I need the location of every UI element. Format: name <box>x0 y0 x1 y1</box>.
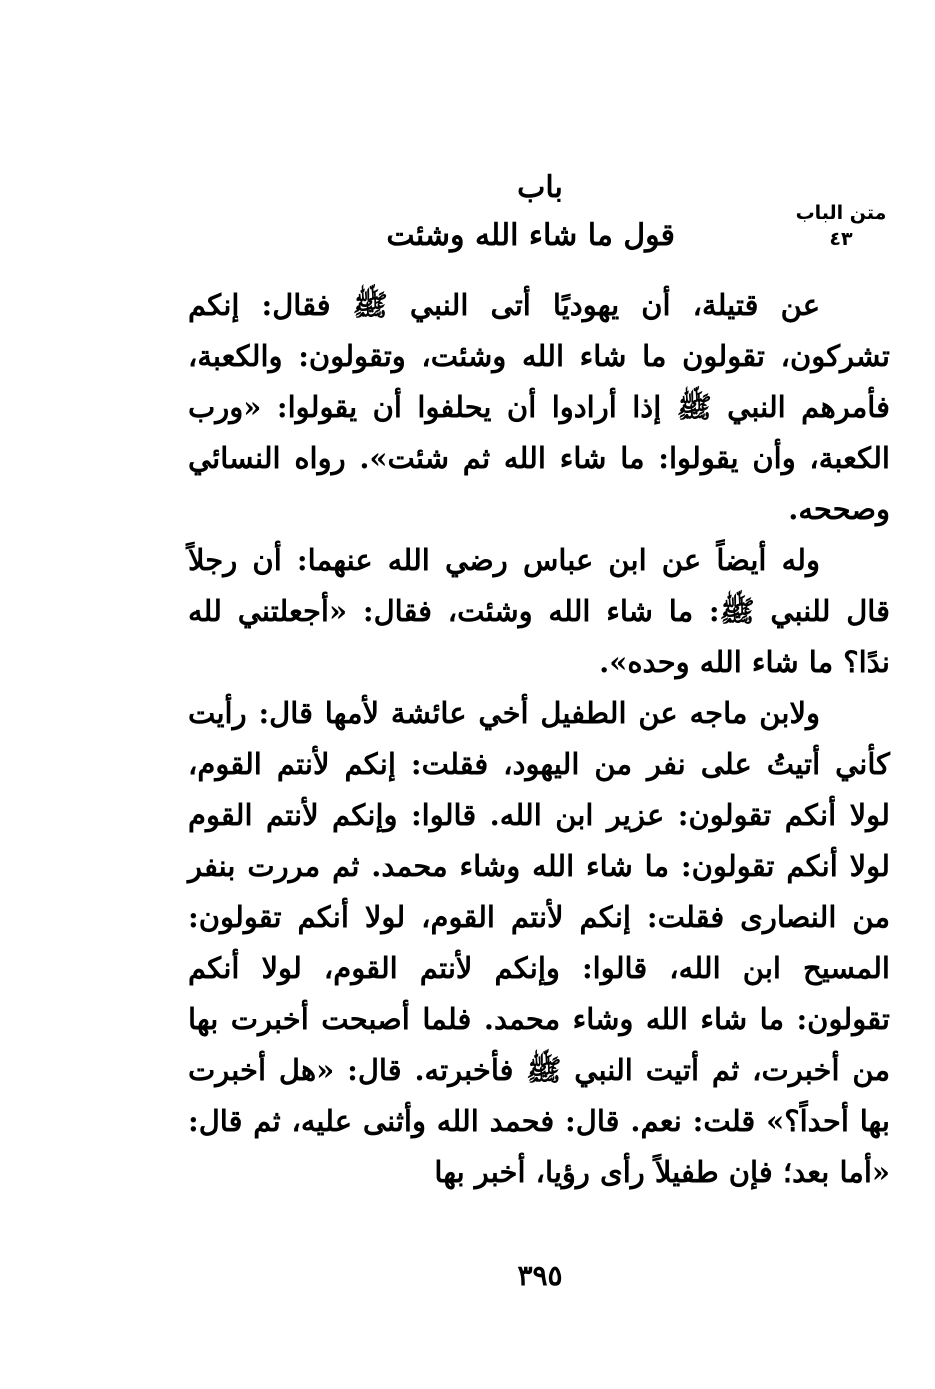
body-text <box>188 280 890 1198</box>
page-number: ٣٩٥ <box>517 1259 563 1292</box>
paragraph: ولابن ماجه عن الطفيل أخي عائشة لأمها قال: رأيت كأني أتيتُ على نفر من اليهود، فقلت: إنكم لأنتم القوم، لولا أنكم تقولون: عزير ابن الله. قالوا: وإنكم لأنتم القوم لولا أنكم تقولون: ما شاء الله وشاء محمد. ثم مررت بنفر من النصارى فقلت: إنكم لأنتم القوم، لولا أنكم تقولون: المسيح ابن الله، قالوا: وإنكم لأنتم القوم، لولا أنكم تقولون: ما شاء الله وشاء محمد. فلما أصبحت أخبرت بها من أخبرت، ثم أتيت النبي ﷺ فأخبرته. قال: «هل أخبرت بها أحداً؟» قلت: نعم. قال: فحمد الله وأثنى عليه، ثم قال: «أما بعد؛ فإن طفيلاً رأى رؤيا، أخبر بها <box>188 696 890 1189</box>
paragraph: وله أيضاً عن ابن عباس رضي الله عنهما: أن رجلاً قال للنبي ﷺ: ما شاء الله وشئت، فقال: «أجعلتني لله ندًا؟ ما شاء الله وحده». <box>188 543 890 679</box>
chapter-title: قول ما شاء الله وشئت <box>386 218 675 253</box>
margin-note-number: ٤٣ <box>829 228 853 250</box>
chapter-label: باب <box>517 170 563 205</box>
margin-note-label: متن الباب <box>795 202 887 224</box>
paragraph: عن قتيلة، أن يهوديًا أتى النبي ﷺ فقال: إنكم تشركون، تقولون ما شاء الله وشئت، وتقولون: والكعبة، فأمرهم النبي ﷺ إذا أرادوا أن يحلفوا أن يقولوا: «ورب الكعبة، وأن يقولوا: ما شاء الله ثم شئت». رواه النسائي وصححه. <box>188 288 890 526</box>
